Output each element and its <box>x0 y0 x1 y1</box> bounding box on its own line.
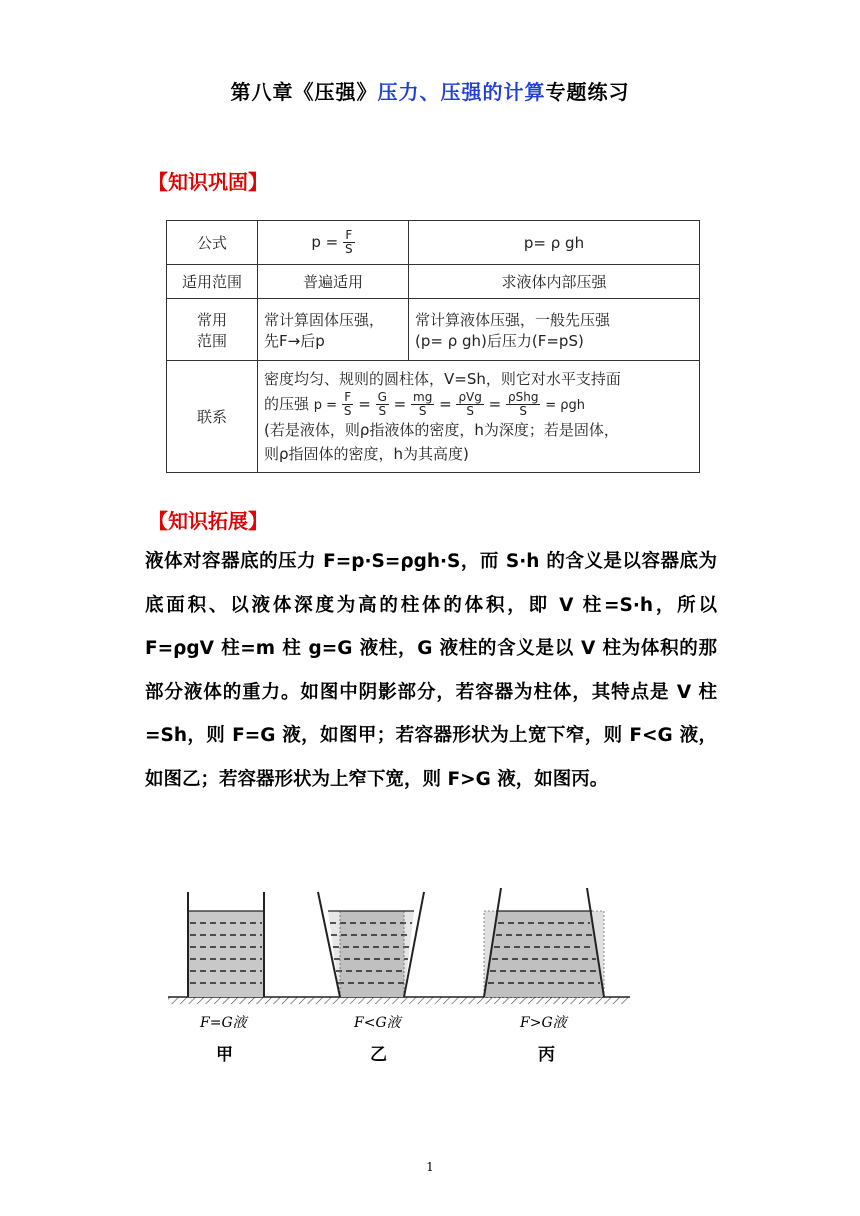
table-row <box>167 361 700 473</box>
page-title: 第八章《压强》压力、压强的计算专题练习 <box>230 80 630 104</box>
table-cell: 常计算液体压强，一般先压强 (p= ρ gh)后压力(F=pS) <box>409 299 700 361</box>
table-row <box>167 265 700 299</box>
container-bing <box>484 888 604 997</box>
caption-yi: F<G液 <box>354 1015 401 1031</box>
container-jia <box>188 892 264 997</box>
title-highlight: 压力、压强的计算 <box>377 80 546 104</box>
label-yi: 乙 <box>370 1045 387 1065</box>
table-cell: 公式 <box>167 221 258 265</box>
table-cell: 联系 <box>167 361 258 473</box>
container-yi <box>318 892 424 997</box>
table-row <box>167 221 700 265</box>
table-row <box>167 299 700 361</box>
table-cell: 普遍适用 <box>258 265 409 299</box>
table-cell: 常计算固体压强， 先F→后p <box>258 299 409 361</box>
section-heading-knowledge-review: 【知识巩固】 <box>148 170 268 194</box>
table-cell: p = $\frac{F}{S}$ <box>258 221 409 265</box>
table-cell: p= ρ gh <box>409 221 700 265</box>
label-bing: 丙 <box>538 1045 555 1065</box>
formula-table <box>166 220 700 473</box>
table-cell: 密度均匀、规则的圆柱体，V=Sh，则它对水平支持面 的压强 p = $\frac{F}{S}$ = $\frac{G}{S}$ = $\frac{mg}{S}$ = $\frac{\text{ρVg}}{S}$ = $\frac{\text{ρShg}}{S}$ = ρgh (若是液体，则ρ指液体的密度，h为深度；若是固体， 则ρ指固体的密度，h为其高度) <box>258 361 700 473</box>
section-heading-knowledge-extension: 【知识拓展】 <box>148 509 268 533</box>
table-cell: 求液体内部压强 <box>409 265 700 299</box>
fraction: $\frac{F}{S}$ <box>345 228 353 256</box>
caption-jia: F=G液 <box>200 1015 247 1031</box>
label-jia: 甲 <box>216 1045 233 1065</box>
caption-bing: F>G液 <box>520 1015 567 1031</box>
explanation-paragraph: 液体对容器底的压力 F=p·S=ρgh·S，而 S·h 的含义是以容器底为底面积、以液体深度为高的柱体的体积，即 V 柱=S·h，所以 F=ρgV 柱=m 柱 g=G 液柱，G 液柱的含义是以 V 柱为体积的那部分液体的重力。如图中阴影部分，若容器为柱体，其特点是 V 柱=Sh，则 F=G 液，如图甲；若容器形状为上宽下窄，则 F<G 液，如图乙；若容器形状为上窄下宽，则 F>G 液，如图丙。 <box>145 551 717 790</box>
table-cell: 常用 范围 <box>167 299 258 361</box>
table-cell: 适用范围 <box>167 265 258 299</box>
container-figure <box>168 880 638 1020</box>
page-number: 1 <box>426 1160 434 1174</box>
